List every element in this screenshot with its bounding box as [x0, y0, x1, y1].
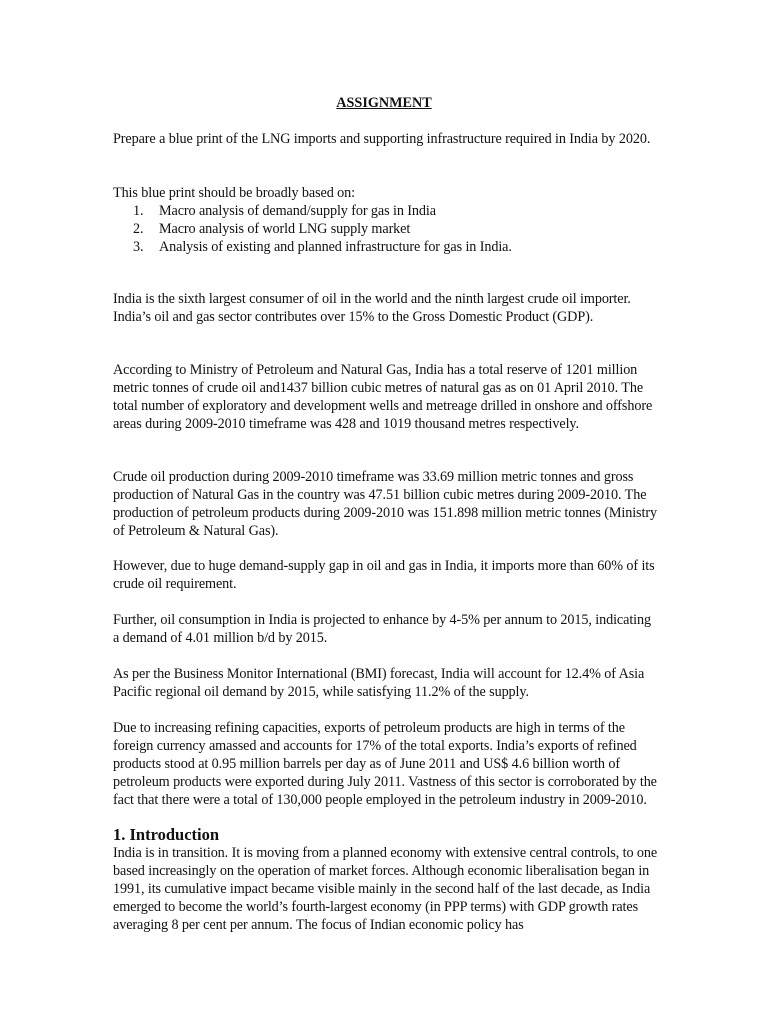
list-item-number: 1.: [133, 203, 144, 219]
assignment-list: [113, 202, 658, 256]
list-item-text: Macro analysis of demand/supply for gas in India: [159, 203, 436, 219]
paragraph: As per the Business Monitor International (BMI) forecast, India will account for 12.4% of Asia Pacific regional oil demand by 2015, while satisfying 11.2% of the supply.: [113, 666, 645, 700]
paragraph: Further, oil consumption in India is projected to enhance by 4-5% per annum to 2015, indicating a demand of 4.01 million b/d by 2015.: [113, 612, 652, 646]
section-heading: 1. Introduction: [113, 825, 220, 844]
list-item-number: 3.: [133, 239, 144, 255]
list-item: [113, 220, 658, 238]
assignment-basis: This blue print should be broadly based on:: [113, 185, 355, 201]
list-item-text: Analysis of existing and planned infrastructure for gas in India.: [159, 239, 512, 255]
list-item: [113, 238, 658, 256]
paragraph: According to Ministry of Petroleum and Natural Gas, India has a total reserve of 1201 million metric tonnes of crude oil and1437 billion cubic metres of natural gas as on 01 April 2010. The total number of exploratory and development wells and metreage drilled in onshore and offshore areas during 2009-2010 timeframe was 428 and 1019 thousand metres respectively.: [113, 362, 653, 432]
paragraph: However, due to huge demand-supply gap in oil and gas in India, it imports more than 60% of its crude oil requirement.: [113, 558, 655, 592]
list-item-number: 2.: [133, 221, 144, 237]
assignment-prompt: Prepare a blue print of the LNG imports and supporting infrastructure required in India by 2020.: [113, 131, 651, 147]
list-item-text: Macro analysis of world LNG supply market: [159, 221, 411, 237]
list-item: [113, 202, 658, 220]
paragraph: Due to increasing refining capacities, exports of petroleum products are high in terms of the foreign currency amassed and accounts for 17% of the total exports. India’s exports of refined products stood at 0.95 million barrels per day as of June 2011 and US$ 4.6 billion worth of petroleum products were exported during July 2011. Vastness of this sector is corroborated by the fact that there were a total of 130,000 people employed in the petroleum industry in 2009-2010.: [113, 720, 657, 808]
paragraph: India is the sixth largest consumer of oil in the world and the ninth largest crude oil importer. India’s oil and gas sector contributes over 15% to the Gross Domestic Product (GDP).: [113, 291, 631, 325]
paragraph: Crude oil production during 2009-2010 timeframe was 33.69 million metric tonnes and gross production of Natural Gas in the country was 47.51 billion cubic metres during 2009-2010. The production of petroleum products during 2009-2010 was 151.898 million metric tonnes (Ministry of Petroleum & Natural Gas).: [113, 469, 657, 539]
document-title: ASSIGNMENT: [336, 95, 432, 111]
section-body: India is in transition. It is moving from a planned economy with extensive central controls, to one based increasingly on the operation of market forces. Although economic liberalisation began in 1991, its cumulative impact became visible mainly in the second half of the last decade, as India emerged to become the world’s fourth-largest economy (in PPP terms) with GDP growth rates averaging 8 per cent per annum. The focus of Indian economic policy has: [113, 845, 658, 933]
